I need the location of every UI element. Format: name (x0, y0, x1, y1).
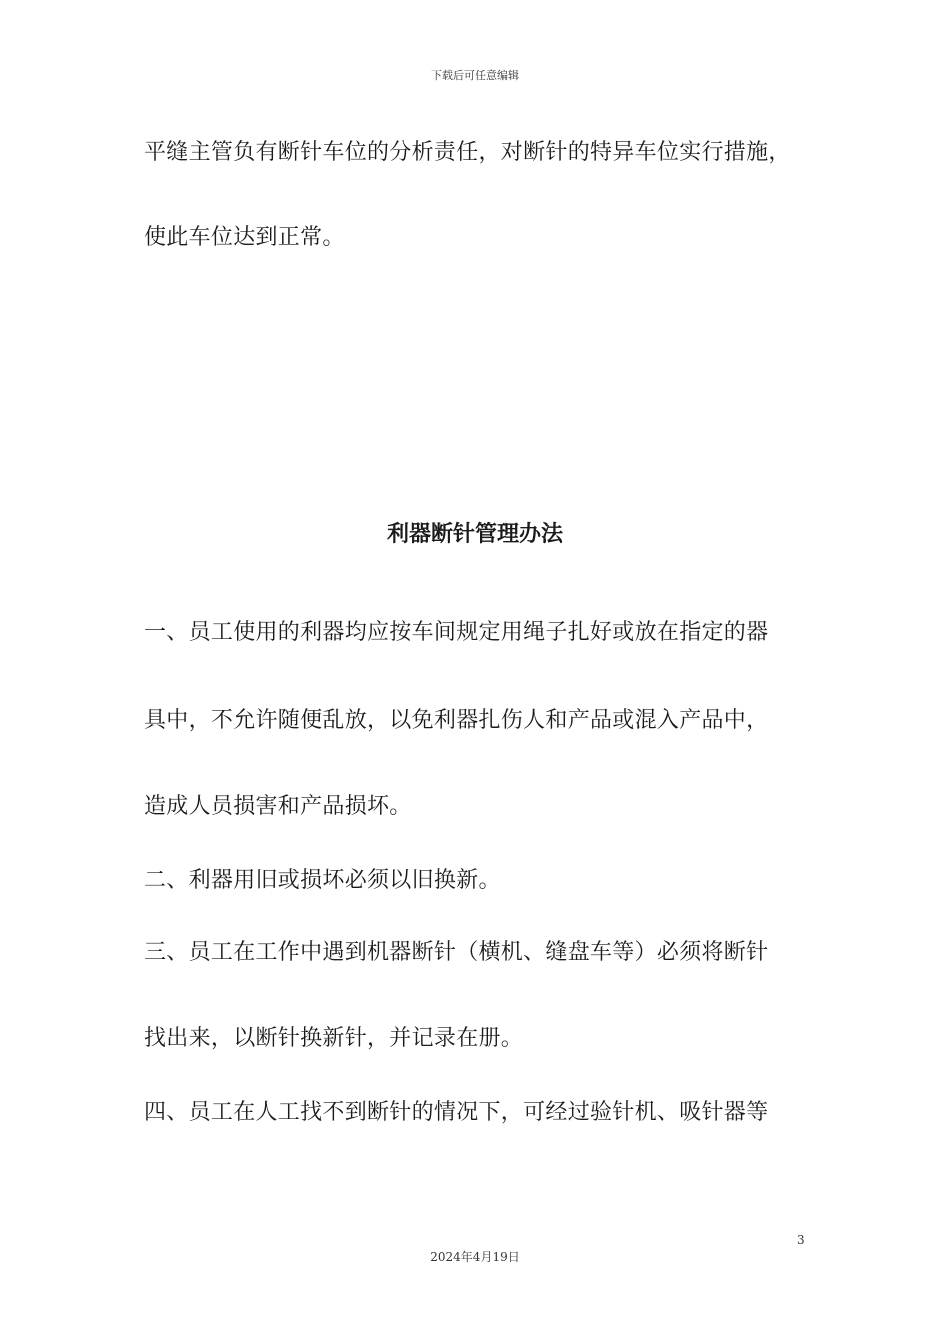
section-title: 利器断针管理办法 (386, 522, 563, 547)
intro-line-2: 使此车位达到正常。 (144, 225, 345, 250)
header-note: 下载后可任意编辑 (431, 69, 519, 82)
paragraph-line-1: 一、员工使用的利器均应按车间规定用绳子扎好或放在指定的器 (144, 620, 769, 645)
paragraph-line-3: 造成人员损害和产品损坏。 (144, 794, 412, 819)
page-number: 3 (797, 1233, 805, 1247)
paragraph-line-4: 二、利器用旧或损坏必须以旧换新。 (144, 868, 501, 893)
intro-line-1: 平缝主管负有断针车位的分析责任，对断针的特异车位实行措施， (144, 140, 791, 165)
paragraph-line-5: 三、员工在工作中遇到机器断针（横机、缝盘车等）必须将断针 (144, 940, 769, 965)
paragraph-line-7: 四、员工在人工找不到断针的情况下，可经过验针机、吸针器等 (144, 1100, 769, 1125)
footer-date: 2024年4月19日 (430, 1250, 520, 1264)
paragraph-line-6: 找出来，以断针换新针，并记录在册。 (144, 1026, 524, 1051)
paragraph-line-2: 具中，不允许随便乱放，以免利器扎伤人和产品或混入产品中， (144, 708, 769, 733)
